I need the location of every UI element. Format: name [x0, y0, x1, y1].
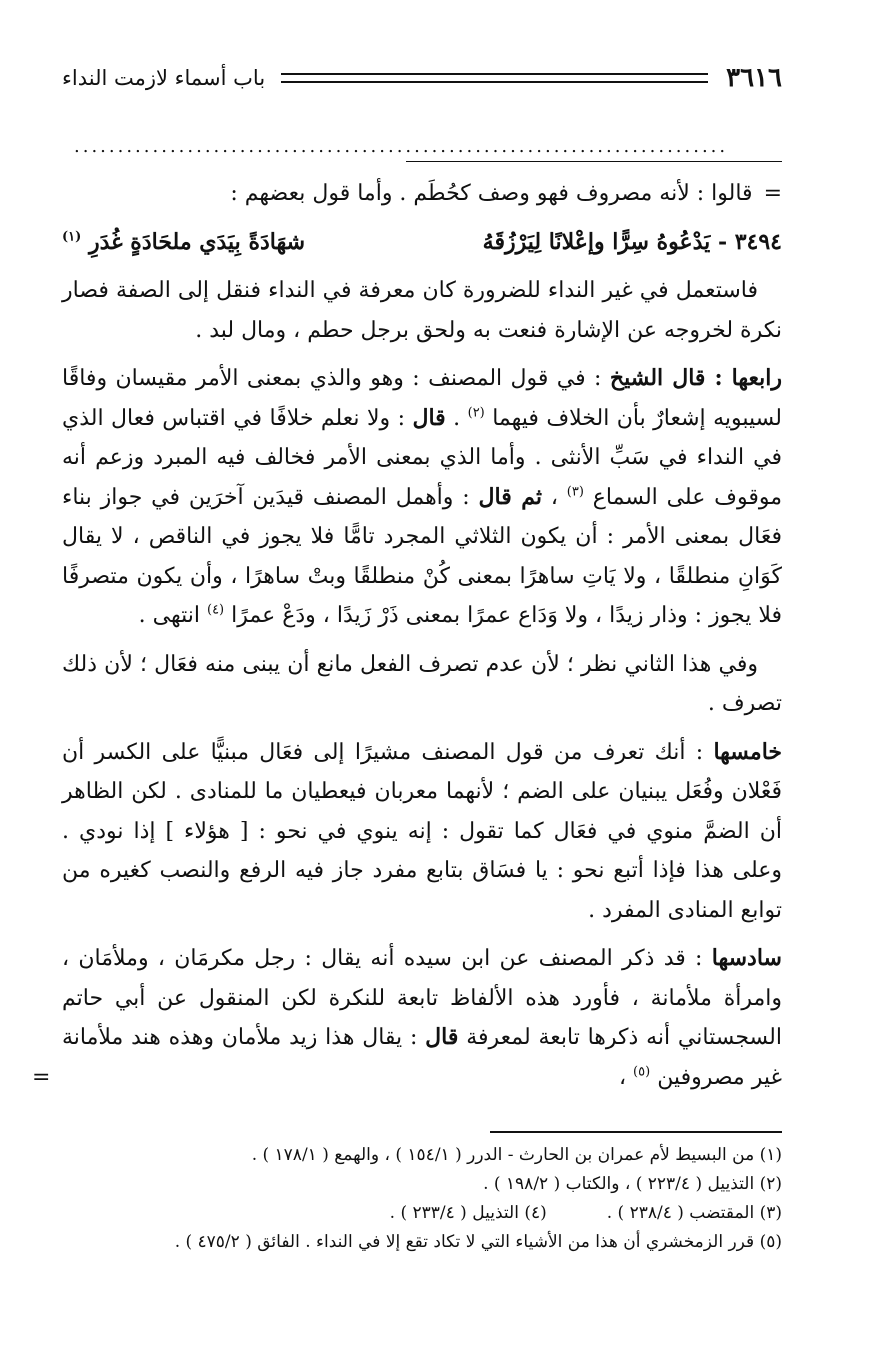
book-page	[32, 58, 783, 1257]
header-double-rule	[281, 73, 708, 83]
heading-sixth: سادسها	[711, 945, 782, 971]
running-header	[62, 58, 782, 98]
paragraph-3	[62, 359, 782, 636]
footnote-4: (٤) التذييل ( ٢٣٣/٤ ) .	[389, 1203, 547, 1223]
footnotes	[62, 1141, 782, 1257]
paragraph-3-text-3: : ولا نعلم خلافًا في اقتباس فعال الذي في النداء في سَبِّ الأنثى . وأما الذي بمعنى الأمر فخالف فيه المبرد وزعم أنه موقوف على السماع	[62, 405, 783, 510]
continuation-dots: ...........................................................................	[74, 136, 729, 157]
footnote-5: (٥) قرر الزمخشري أن هذا من الأشياء التي لا تكاد تقع إلا في النداء . الفائق ( ٤٧٥/٢ ) .	[174, 1232, 782, 1252]
footnote-ref-3[interactable]: (٣)	[566, 484, 584, 500]
paragraph-3-text-4: ،	[550, 484, 558, 510]
verse-number: ٣٤٩٤ -	[717, 228, 782, 255]
continuation-mark: =	[763, 181, 782, 206]
dots-underline	[406, 161, 782, 162]
footnote-spacer	[547, 1199, 607, 1228]
footnote-ref-5[interactable]: (٥)	[633, 1064, 651, 1080]
page-number: ٣٦١٦	[726, 63, 782, 93]
paragraph-6-text-2: : يقال هذا زيد ملأمان وهذه هند ملأمانة غير مصروفين	[62, 1025, 782, 1090]
chapter-title: باب أسماء لازمت النداء	[62, 66, 266, 90]
footnote-ref-4[interactable]: (٤)	[206, 602, 225, 618]
verse-second-half	[62, 223, 305, 263]
paragraph-6	[32, 939, 782, 1097]
paragraph-5-text: : أنك تعرف من قول المصنف مشيرًا إلى فعَال مبنيًّا على الكسر أن فَعْلان وفُعَل يبنيان على الضم ؛ لأنهما معربان فيعطيان ما للمنادى . لكن الظاهر أن الضمَّ منوي في فعَال كما تقول : إنه ينوي في نحو : [ هؤلاء ] إذا نودي . وعلى هذا فإذا أتبع نحو : يا فسَاق بتابع مفرد جاز فيه الرفع والنصب كغيره من توابع المنادى المفرد .	[62, 739, 782, 923]
footnote-2: (٢) التذييل ( ٢٢٣/٤ ) ، والكتاب ( ١٩٨/٢ ) .	[483, 1174, 782, 1194]
paragraph-3-text-6: انتهى .	[138, 603, 200, 628]
paragraph-3-text-1: : في قول المصنف : وهو والذي بمعنى الأمر مقيسان وفاقًا لسيبويه إشعارٌ بأن الخلاف فيهما	[62, 366, 783, 431]
paragraph-6-text-3: ،	[618, 1064, 627, 1090]
paragraph-5	[62, 733, 782, 931]
paragraph-1-text: قالوا : لأنه مصروف فهو وصف كحُطَم . وأما قول بعضهم :	[230, 181, 753, 206]
paragraph-1	[62, 174, 782, 214]
verse-hemistich-2: شهَادَةً بِيَدَي ملحَادَةٍ غُدَرِ	[88, 228, 306, 255]
continuation-mark-end: =	[32, 1064, 51, 1090]
keyword-qal-2: قال	[425, 1024, 459, 1050]
keyword-thumma-qal: ثم قال	[478, 483, 542, 510]
verse-first-half	[483, 223, 782, 263]
main-text	[32, 174, 783, 1097]
footnote-1: (١) من البسيط لأم عمران بن الحارث - الدرر ( ١٥٤/١ ) ، والهمع ( ١٧٨/١ ) .	[251, 1145, 782, 1165]
paragraph-4: وفي هذا الثاني نظر ؛ لأن عدم تصرف الفعل مانع أن يبنى منه فعَال ؛ لأن ذلك تصرف .	[62, 651, 782, 716]
paragraph-6-text-1: : قد ذكر المصنف عن ابن سيده أنه يقال : رجل مكرمَان ، وملأمَان ، وامرأة ملأمانة ، فأورد هذه الألفاظ تابعة للنكرة لكن المنقول عن أبي حاتم السجستاني أنه ذكرها تابعة لمعرفة	[62, 946, 782, 1050]
paragraph-2: فاستعمل في غير النداء للضرورة كان معرفة في النداء فنقل إلى الصفة فصار نكرة لخروجه عن الإشارة فنعت به ولحق برجل حطم ، ومال لبد .	[62, 278, 782, 343]
heading-fifth: خامسها	[713, 738, 782, 765]
verse-hemistich-1: يَدْعُوهُ سِرًّا وإعْلانًا لِيَرْزُقَهُ	[482, 228, 711, 255]
paragraph-3-text-2: .	[453, 405, 461, 431]
heading-fourth: رابعها : قال الشيخ	[609, 365, 782, 391]
footnote-row-3-4	[62, 1199, 782, 1228]
footnote-separator	[490, 1131, 782, 1133]
verse-3494	[62, 223, 782, 263]
footnote-ref-2[interactable]: (٢)	[467, 405, 485, 421]
keyword-qal: قال	[412, 404, 446, 431]
footnote-3: (٣) المقتضب ( ٢٣٨/٤ ) .	[606, 1203, 782, 1223]
paragraph-3-text-5: : وأهمل المصنف قيدَين آخرَين في جواز بناء فعَال بمعنى الأمر : أن يكون الثلاثي المجرد تامًّا فلا يجوز في الناقص ، لا يقال كَوَانِ منطلقًا ، ولا يَاتِ ساهرًا بمعنى كُنْ منطلقًا وبتْ ساهرًا ، وأن يكون متصرفًا فلا يجوز : وذار زيدًا ، ولا وَدَاع عمرًا بمعنى ذَرْ زَيدًا ، ودَعْ عمرًا	[62, 484, 782, 628]
footnote-ref-1[interactable]: (١)	[62, 229, 82, 245]
